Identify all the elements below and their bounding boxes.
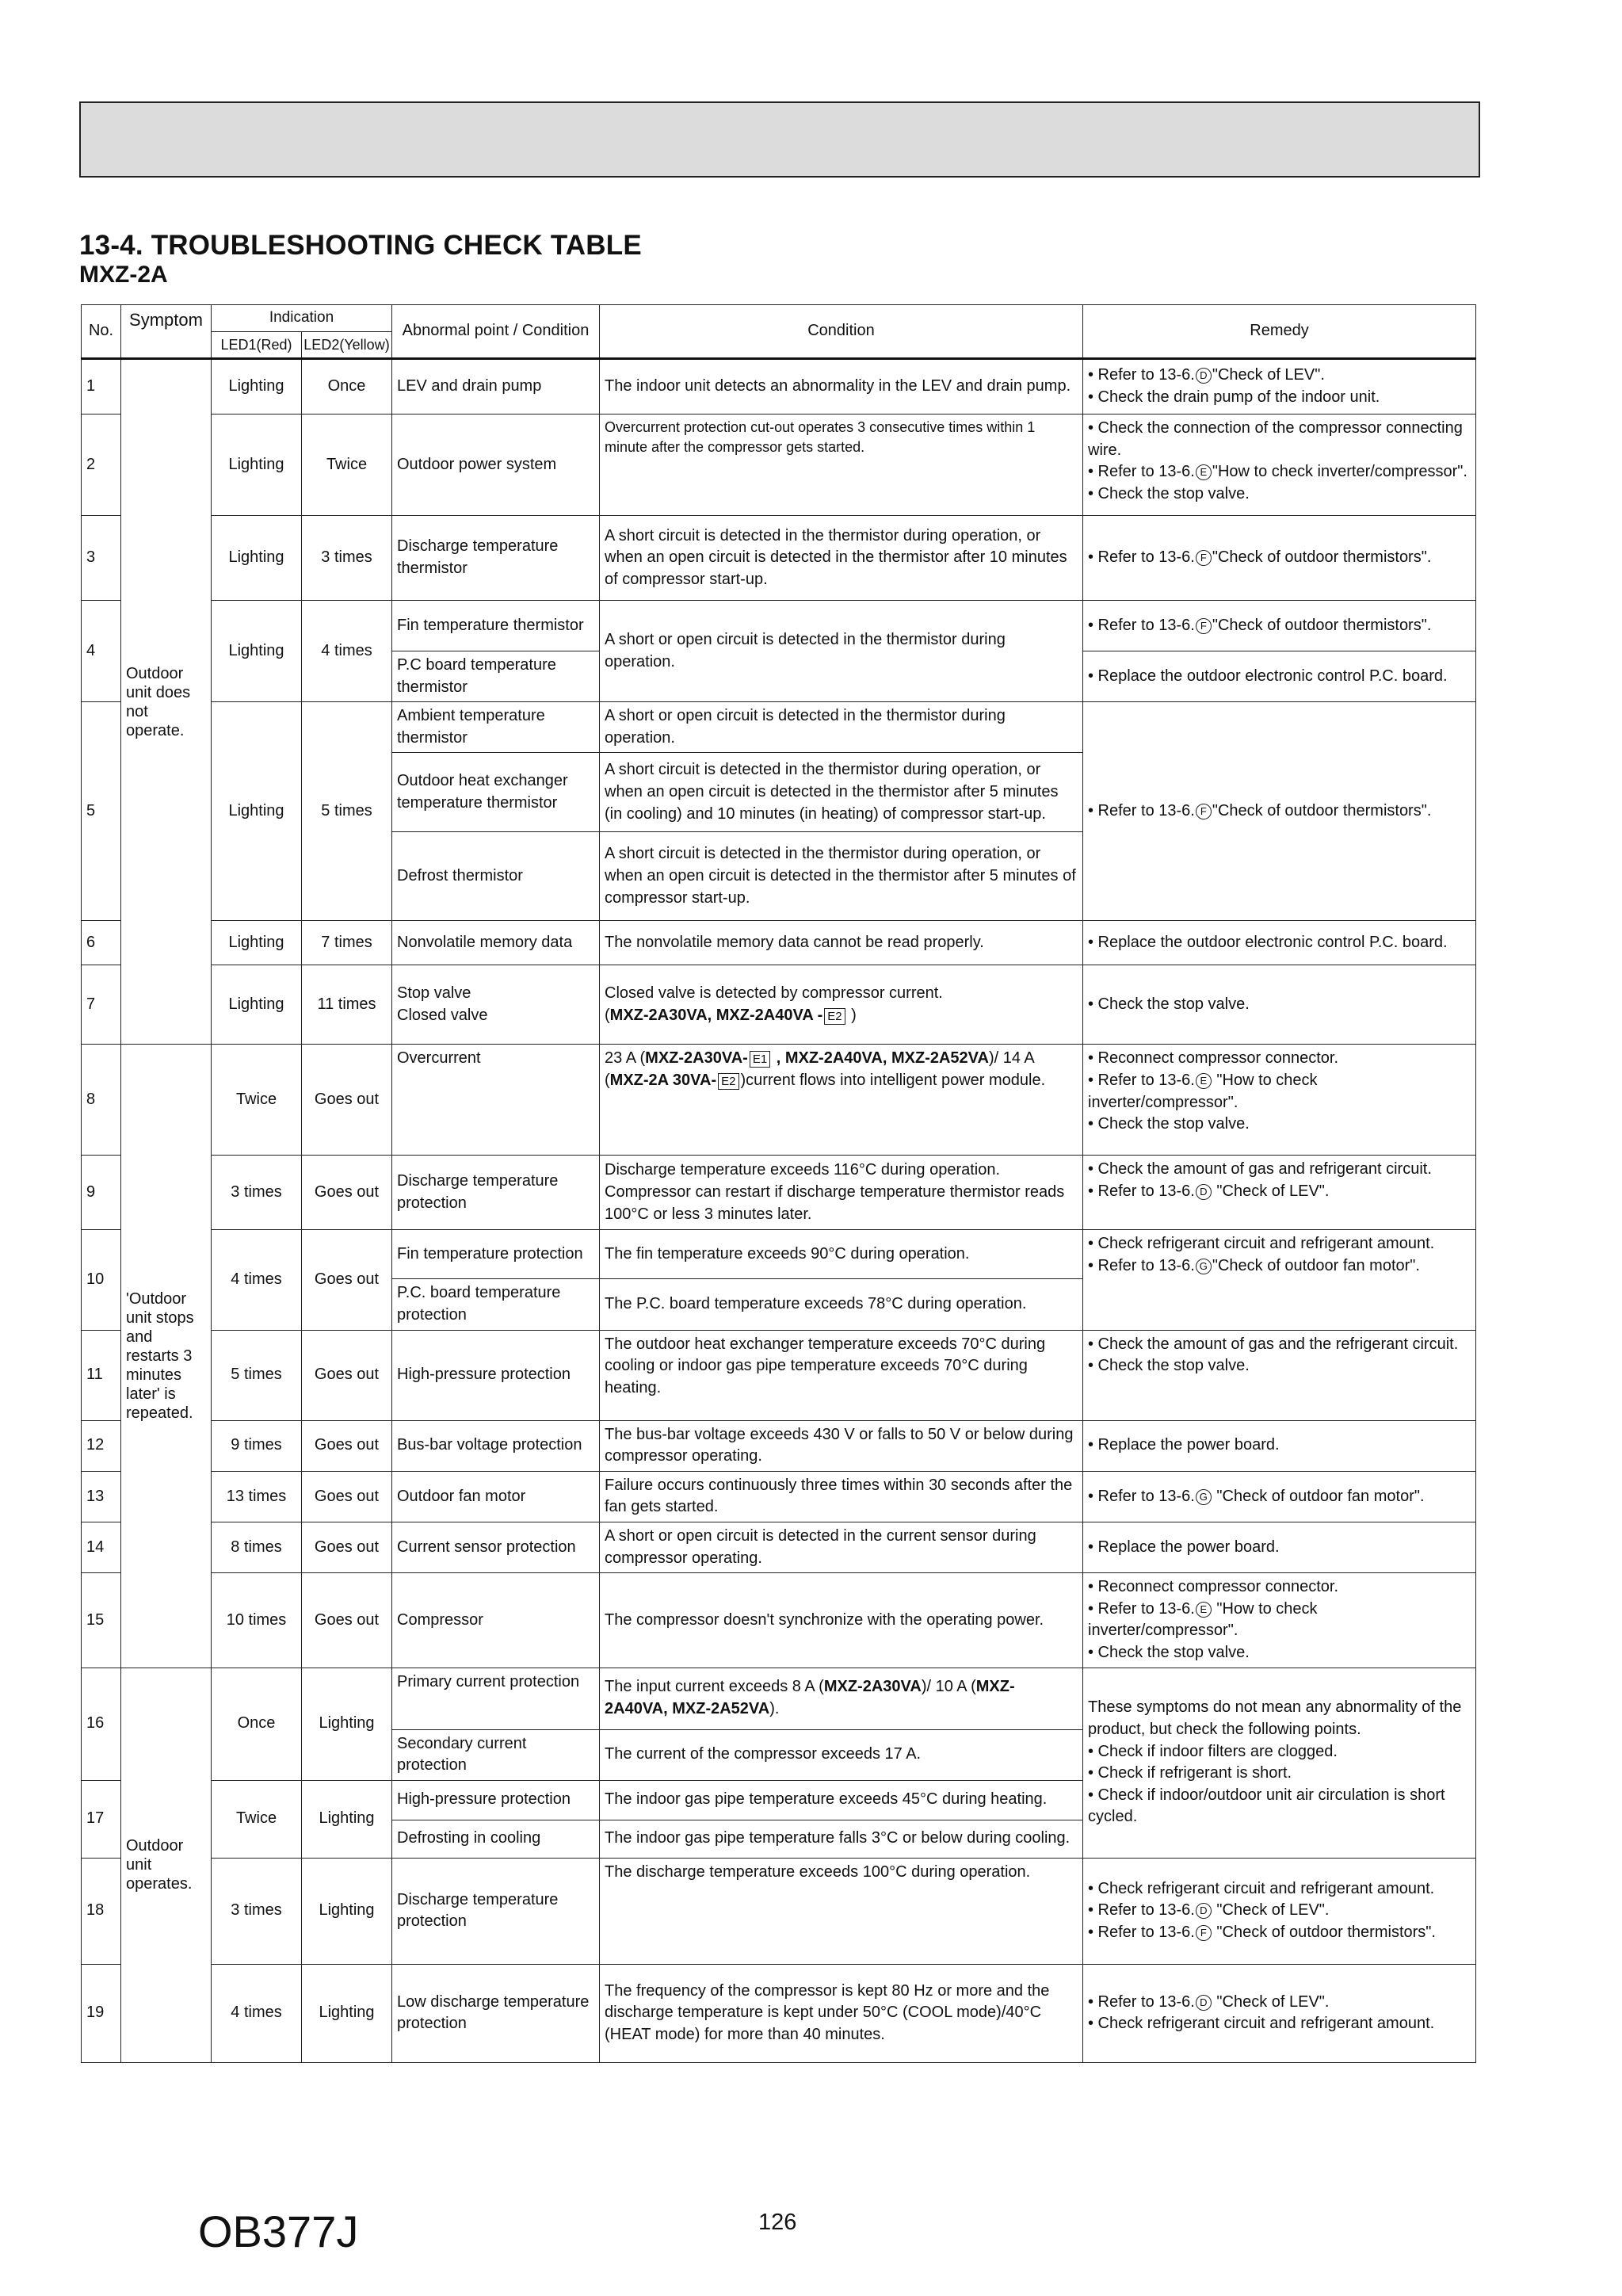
abnormal-cell: P.C board temperature thermistor — [392, 651, 600, 702]
model-name: MXZ-2A — [79, 262, 168, 288]
table-row — [82, 702, 1476, 753]
table-row — [82, 1858, 1476, 1964]
table-row — [82, 601, 1476, 651]
remedy-cell: • Check the connection of the compressor connecting wire. • Refer to 13-6. E "How to check inverter/compressor". • Check the stop valve. — [1083, 415, 1476, 516]
remedy-cell: • Check refrigerant circuit and refrigerant amount. • Refer to 13-6. D "Check of LEV". • Refer to 13-6. F "Check of outdoor thermistors". — [1083, 1858, 1476, 1964]
led1-cell: Twice — [212, 1045, 302, 1156]
table-row — [82, 921, 1476, 965]
abnormal-cell: Discharge temperature protection — [392, 1156, 600, 1230]
abnormal-cell: Stop valve Closed valve — [392, 965, 600, 1045]
row-number: 12 — [82, 1420, 121, 1471]
table-row — [82, 516, 1476, 601]
abnormal-cell: P.C. board temperature protection — [392, 1279, 600, 1330]
header-banner — [79, 101, 1480, 178]
remedy-cell: • Replace the outdoor electronic control P.C. board. — [1083, 651, 1476, 702]
remedy-cell: • Check refrigerant circuit and refrigerant amount. • Refer to 13-6. G "Check of outdoor fan motor". — [1083, 1230, 1476, 1330]
row-number: 15 — [82, 1573, 121, 1668]
model-suffix-box: E2 — [718, 1073, 738, 1090]
table-row — [82, 965, 1476, 1045]
header-remedy: Remedy — [1083, 305, 1476, 359]
row-number: 13 — [82, 1471, 121, 1522]
row-number: 10 — [82, 1230, 121, 1330]
condition-cell: The current of the compressor exceeds 17 A. — [600, 1729, 1083, 1780]
table-row — [82, 1522, 1476, 1572]
abnormal-cell: Compressor — [392, 1573, 600, 1668]
abnormal-cell: High-pressure protection — [392, 1780, 600, 1820]
led2-cell: 4 times — [302, 601, 392, 702]
abnormal-cell: Outdoor heat exchanger temperature thermistor — [392, 753, 600, 832]
page-title: 13-4. TROUBLESHOOTING CHECK TABLE — [79, 230, 642, 261]
table-row — [82, 1330, 1476, 1420]
header-no: No. — [82, 305, 121, 359]
row-number: 14 — [82, 1522, 121, 1572]
abnormal-cell: Bus-bar voltage protection — [392, 1420, 600, 1471]
row-number: 4 — [82, 601, 121, 702]
page-number: 126 — [758, 2210, 797, 2235]
led2-cell: Goes out — [302, 1230, 392, 1330]
led1-cell: 3 times — [212, 1156, 302, 1230]
led2-cell: Lighting — [302, 1964, 392, 2062]
abnormal-cell: LEV and drain pump — [392, 359, 600, 415]
condition-cell: A short or open circuit is detected in the thermistor during operation. — [600, 601, 1083, 702]
abnormal-cell: Fin temperature protection — [392, 1230, 600, 1279]
condition-cell: Overcurrent protection cut-out operates 3 consecutive times within 1 minute after the compressor gets started. — [600, 415, 1083, 516]
led1-cell: 8 times — [212, 1522, 302, 1572]
table-row — [82, 1420, 1476, 1471]
symptom-cell: 'Outdoor unit stops and restarts 3 minutes later' is repeated. — [121, 1045, 212, 1668]
header-condition: Condition — [600, 305, 1083, 359]
led2-cell: Once — [302, 359, 392, 415]
symptom-cell: Outdoor unit does not operate. — [121, 359, 212, 1045]
condition-cell: The discharge temperature exceeds 100°C during operation. — [600, 1858, 1083, 1964]
table-row — [82, 1573, 1476, 1668]
condition-cell: The nonvolatile memory data cannot be read properly. — [600, 921, 1083, 965]
led2-cell: Goes out — [302, 1420, 392, 1471]
led1-cell: Twice — [212, 1780, 302, 1858]
header-indication: Indication — [212, 305, 392, 332]
row-number: 8 — [82, 1045, 121, 1156]
remedy-cell: • Refer to 13-6. F "Check of outdoor thermistors". — [1083, 702, 1476, 921]
abnormal-cell: Discharge temperature thermistor — [392, 516, 600, 601]
table-row — [82, 1230, 1476, 1279]
condition-cell: The indoor gas pipe temperature falls 3°C or below during cooling. — [600, 1820, 1083, 1858]
abnormal-cell: Nonvolatile memory data — [392, 921, 600, 965]
abnormal-cell: Secondary current protection — [392, 1729, 600, 1780]
abnormal-cell: Current sensor protection — [392, 1522, 600, 1572]
led1-cell: Lighting — [212, 601, 302, 702]
led2-cell: Goes out — [302, 1522, 392, 1572]
abnormal-cell: Outdoor fan motor — [392, 1471, 600, 1522]
led1-cell: Lighting — [212, 921, 302, 965]
condition-cell: A short circuit is detected in the thermistor during operation, or when an open circuit is detected in the thermistor after 5 minutes (in cooling) and 10 minutes (in heating) of compressor start-up. — [600, 753, 1083, 832]
led2-cell: Goes out — [302, 1045, 392, 1156]
circled-letter-icon: F — [1196, 618, 1212, 634]
remedy-cell: These symptoms do not mean any abnormality of the product, but check the following points. • Check if indoor filters are clogged. • Check if refrigerant is short. • Check if indoor/outdoor unit air circulation is short cycled. — [1083, 1668, 1476, 1858]
remedy-cell: • Replace the outdoor electronic control P.C. board. — [1083, 921, 1476, 965]
symptom-cell: Outdoor unit operates. — [121, 1668, 212, 2062]
row-number: 7 — [82, 965, 121, 1045]
led1-cell: 10 times — [212, 1573, 302, 1668]
remedy-cell: • Check the amount of gas and refrigerant circuit. • Refer to 13-6. D "Check of LEV". — [1083, 1156, 1476, 1230]
circled-letter-icon: G — [1196, 1489, 1212, 1505]
condition-cell: A short or open circuit is detected in the thermistor during operation. — [600, 702, 1083, 753]
row-number: 19 — [82, 1964, 121, 2062]
circled-letter-icon: D — [1196, 1995, 1212, 2011]
circled-letter-icon: F — [1196, 804, 1212, 819]
led2-cell: Lighting — [302, 1858, 392, 1964]
abnormal-cell: Outdoor power system — [392, 415, 600, 516]
led2-cell: Lighting — [302, 1780, 392, 1858]
condition-cell: A short circuit is detected in the thermistor during operation, or when an open circuit is detected in the thermistor after 10 minutes of compressor start-up. — [600, 516, 1083, 601]
abnormal-cell: High-pressure protection — [392, 1330, 600, 1420]
circled-letter-icon: F — [1196, 1925, 1212, 1941]
led1-cell: Lighting — [212, 702, 302, 921]
abnormal-cell: Primary current protection — [392, 1668, 600, 1729]
abnormal-cell: Fin temperature thermistor — [392, 601, 600, 651]
condition-cell: The outdoor heat exchanger temperature exceeds 70°C during cooling or indoor gas pipe temperature exceeds 70°C during heating. — [600, 1330, 1083, 1420]
led1-cell: 4 times — [212, 1230, 302, 1330]
remedy-cell: • Refer to 13-6. F "Check of outdoor thermistors". — [1083, 601, 1476, 651]
table-row — [82, 359, 1476, 415]
row-number: 5 — [82, 702, 121, 921]
abnormal-cell: Overcurrent — [392, 1045, 600, 1156]
table-row — [82, 1471, 1476, 1522]
circled-letter-icon: F — [1196, 550, 1212, 566]
model-suffix-box: E1 — [750, 1051, 770, 1068]
row-number: 1 — [82, 359, 121, 415]
table-row — [82, 1045, 1476, 1156]
condition-cell: The frequency of the compressor is kept 80 Hz or more and the discharge temperature is kept under 50°C (COOL mode)/40°C (HEAT mode) for more than 40 minutes. — [600, 1964, 1083, 2062]
remedy-cell: • Reconnect compressor connector. • Refer to 13-6. E "How to check inverter/compressor". • Check the stop valve. — [1083, 1573, 1476, 1668]
condition-cell: The P.C. board temperature exceeds 78°C during operation. — [600, 1279, 1083, 1330]
led2-cell: 3 times — [302, 516, 392, 601]
remedy-cell: • Refer to 13-6. D "Check of LEV". • Check the drain pump of the indoor unit. — [1083, 359, 1476, 415]
led1-cell: Once — [212, 1668, 302, 1780]
remedy-cell: • Refer to 13-6. F "Check of outdoor thermistors". — [1083, 516, 1476, 601]
header-abnormal: Abnormal point / Condition — [392, 305, 600, 359]
row-number: 16 — [82, 1668, 121, 1780]
circled-letter-icon: E — [1196, 1602, 1212, 1618]
led1-cell: Lighting — [212, 415, 302, 516]
table-row — [82, 1668, 1476, 1729]
remedy-cell: • Check the stop valve. — [1083, 965, 1476, 1045]
row-number: 17 — [82, 1780, 121, 1858]
header-symptom: Symptom — [121, 305, 212, 359]
troubleshooting-table — [81, 304, 1476, 2063]
condition-cell: The bus-bar voltage exceeds 430 V or falls to 50 V or below during compressor operating. — [600, 1420, 1083, 1471]
led1-cell: 9 times — [212, 1420, 302, 1471]
abnormal-cell: Ambient temperature thermistor — [392, 702, 600, 753]
led1-cell: 5 times — [212, 1330, 302, 1420]
row-number: 2 — [82, 415, 121, 516]
remedy-cell: • Check the amount of gas and the refrigerant circuit. • Check the stop valve. — [1083, 1330, 1476, 1420]
led2-cell: Twice — [302, 415, 392, 516]
condition-cell: A short or open circuit is detected in the current sensor during compressor operating. — [600, 1522, 1083, 1572]
remedy-cell: • Replace the power board. — [1083, 1420, 1476, 1471]
condition-cell: The input current exceeds 8 A (MXZ-2A30VA)/ 10 A (MXZ-2A40VA, MXZ-2A52VA). — [600, 1668, 1083, 1729]
row-number: 11 — [82, 1330, 121, 1420]
led2-cell: Goes out — [302, 1471, 392, 1522]
row-number: 3 — [82, 516, 121, 601]
abnormal-cell: Low discharge temperature protection — [392, 1964, 600, 2062]
document-code: OB377J — [198, 2206, 359, 2256]
row-number: 18 — [82, 1858, 121, 1964]
remedy-cell: • Replace the power board. — [1083, 1522, 1476, 1572]
circled-letter-icon: D — [1196, 1903, 1212, 1919]
remedy-cell: • Reconnect compressor connector. • Refer to 13-6. E "How to check inverter/compressor". • Check the stop valve. — [1083, 1045, 1476, 1156]
row-number: 9 — [82, 1156, 121, 1230]
led2-cell: 5 times — [302, 702, 392, 921]
led2-cell: Goes out — [302, 1156, 392, 1230]
circled-letter-icon: D — [1196, 1184, 1212, 1200]
condition-cell: Failure occurs continuously three times within 30 seconds after the fan gets started. — [600, 1471, 1083, 1522]
table-row — [82, 1964, 1476, 2062]
led2-cell: Goes out — [302, 1573, 392, 1668]
remedy-cell: • Refer to 13-6. G "Check of outdoor fan motor". — [1083, 1471, 1476, 1522]
led2-cell: Lighting — [302, 1668, 392, 1780]
led1-cell: 3 times — [212, 1858, 302, 1964]
row-number: 6 — [82, 921, 121, 965]
circled-letter-icon: D — [1196, 368, 1212, 384]
led2-cell: Goes out — [302, 1330, 392, 1420]
led1-cell: Lighting — [212, 359, 302, 415]
circled-letter-icon: G — [1196, 1259, 1212, 1274]
abnormal-cell: Defrosting in cooling — [392, 1820, 600, 1858]
remedy-cell: • Refer to 13-6. D "Check of LEV". • Check refrigerant circuit and refrigerant amount. — [1083, 1964, 1476, 2062]
condition-cell: 23 A (MXZ-2A30VA- E1 , MXZ-2A40VA, MXZ-2A52VA)/ 14 A (MXZ-2A 30VA- E2 )current flows into intelligent power module. — [600, 1045, 1083, 1156]
led2-cell: 11 times — [302, 965, 392, 1045]
condition-cell: Discharge temperature exceeds 116°C during operation. Compressor can restart if discharge temperature thermistor reads 100°C or less 3 minutes later. — [600, 1156, 1083, 1230]
led1-cell: Lighting — [212, 965, 302, 1045]
header-led1: LED1(Red) — [212, 332, 302, 359]
condition-cell: The compressor doesn't synchronize with the operating power. — [600, 1573, 1083, 1668]
led1-cell: Lighting — [212, 516, 302, 601]
abnormal-cell: Discharge temperature protection — [392, 1858, 600, 1964]
condition-cell: The indoor gas pipe temperature exceeds 45°C during heating. — [600, 1780, 1083, 1820]
circled-letter-icon: E — [1196, 1073, 1212, 1089]
condition-cell: A short circuit is detected in the thermistor during operation, or when an open circuit is detected in the thermistor after 5 minutes of compressor start-up. — [600, 832, 1083, 921]
condition-cell: The fin temperature exceeds 90°C during operation. — [600, 1230, 1083, 1279]
abnormal-cell: Defrost thermistor — [392, 832, 600, 921]
condition-cell: The indoor unit detects an abnormality in the LEV and drain pump. — [600, 359, 1083, 415]
table-row — [82, 415, 1476, 516]
led1-cell: 4 times — [212, 1964, 302, 2062]
circled-letter-icon: E — [1196, 464, 1212, 480]
header-led2: LED2(Yellow) — [302, 332, 392, 359]
led2-cell: 7 times — [302, 921, 392, 965]
led1-cell: 13 times — [212, 1471, 302, 1522]
model-suffix-box: E2 — [824, 1008, 845, 1025]
condition-cell: Closed valve is detected by compressor current. (MXZ-2A30VA, MXZ-2A40VA - E2 ) — [600, 965, 1083, 1045]
table-row — [82, 1156, 1476, 1230]
